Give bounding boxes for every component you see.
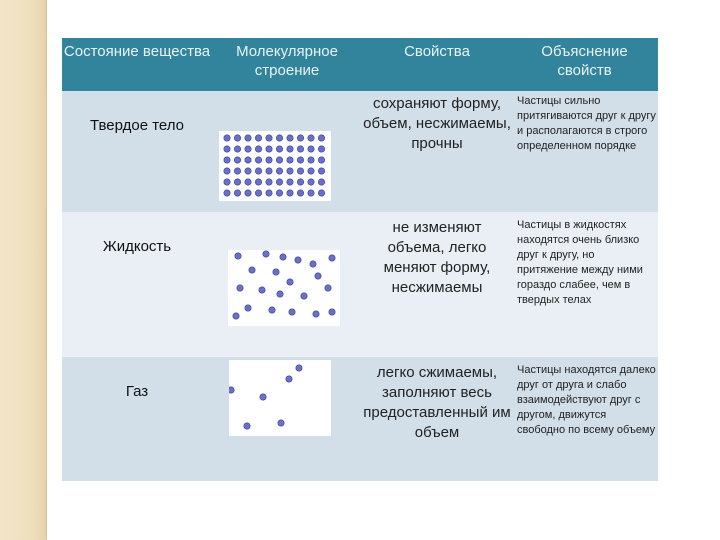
liquid-particle	[277, 291, 283, 297]
liquid-particle	[313, 311, 319, 317]
solid-particle	[234, 135, 240, 141]
solid-particle	[276, 146, 282, 152]
solid-particle	[297, 190, 303, 196]
liquid-particle	[295, 257, 301, 263]
liquid-particle	[287, 279, 293, 285]
solid-particle	[245, 168, 251, 174]
solid-particle	[255, 157, 261, 163]
header-molecular-structure: Молекулярное строение	[236, 43, 338, 79]
solid-particle	[276, 157, 282, 163]
liquid-particle	[301, 293, 307, 299]
solid-particle	[234, 157, 240, 163]
solid-particle	[255, 135, 261, 141]
gas-particle	[296, 365, 302, 371]
header-explanation: Объяснение свойств	[541, 43, 628, 79]
liquid-particle	[315, 273, 321, 279]
solid-particle	[266, 157, 272, 163]
solid-particle	[224, 190, 230, 196]
header-properties: Свойства	[404, 43, 470, 60]
table-row-liquid	[62, 212, 658, 357]
liquid-particle	[329, 309, 335, 315]
solid-particle	[234, 146, 240, 152]
solid-particle	[234, 168, 240, 174]
solid-particle	[266, 135, 272, 141]
solid-particle	[234, 179, 240, 185]
liquid-particle	[237, 285, 243, 291]
solid-particle	[234, 190, 240, 196]
solid-particle	[308, 157, 314, 163]
solid-particle	[266, 168, 272, 174]
table-row-gas	[62, 357, 658, 481]
liquid-particle	[289, 309, 295, 315]
properties-solid: сохраняют форму, объем, несжимаемы, прочны	[363, 95, 511, 152]
left-decorative-strip	[0, 0, 47, 540]
solid-particle	[308, 168, 314, 174]
properties-gas: легко сжимаемы, заполняют весь предоставленный им объем	[363, 364, 511, 441]
solid-particle	[255, 190, 261, 196]
liquid-particle	[269, 307, 275, 313]
solid-particle	[287, 135, 293, 141]
liquid-particle	[280, 254, 286, 260]
solid-particle	[266, 190, 272, 196]
solid-particles	[224, 135, 325, 196]
solid-particle	[297, 179, 303, 185]
explanation-liquid: Частицы в жидкостях находятся очень близко друг к другу, но притяжение между ними гораздо слабее, чем в твердых телах	[517, 219, 643, 306]
solid-particle	[318, 190, 324, 196]
solid-particle	[245, 146, 251, 152]
solid-particle	[318, 179, 324, 185]
solid-particle	[297, 135, 303, 141]
liquid-particle	[245, 305, 251, 311]
solid-particle	[308, 146, 314, 152]
table-header-row	[62, 38, 658, 91]
solid-particle	[245, 157, 251, 163]
solid-particle	[224, 157, 230, 163]
explanation-gas: Частицы находятся далеко друг от друга и слабо взаимодействуют друг с другом, движутся свободно по всему объему	[517, 364, 656, 436]
solid-particle	[318, 168, 324, 174]
solid-particle	[266, 146, 272, 152]
solid-particle	[308, 190, 314, 196]
solid-particle	[287, 157, 293, 163]
solid-particle	[287, 179, 293, 185]
explanation-solid: Частицы сильно притягиваются друг к другу и располагаются в строго определенном порядке	[517, 95, 656, 152]
state-label-solid: Твердое тело	[89, 117, 185, 134]
solid-particle	[255, 168, 261, 174]
solid-particle	[318, 157, 324, 163]
liquid-particle	[325, 285, 331, 291]
solid-particle	[318, 135, 324, 141]
properties-liquid: не изменяют объема, легко меняют форму, несжимаемы	[383, 219, 491, 296]
solid-particle	[297, 168, 303, 174]
solid-particle	[276, 135, 282, 141]
solid-particle	[318, 146, 324, 152]
solid-particle	[308, 135, 314, 141]
liquid-particle	[273, 269, 279, 275]
liquid-particle	[233, 313, 239, 319]
liquid-particle	[310, 261, 316, 267]
solid-particle	[224, 135, 230, 141]
liquid-molecules-diagram	[228, 250, 340, 326]
liquid-particle	[329, 255, 335, 261]
solid-particle	[287, 168, 293, 174]
solid-molecules-diagram	[219, 131, 331, 201]
liquid-particle	[249, 267, 255, 273]
solid-particle	[255, 179, 261, 185]
gas-particle	[286, 376, 292, 382]
gas-particle	[278, 420, 284, 426]
solid-particle	[224, 146, 230, 152]
solid-particle	[245, 190, 251, 196]
solid-particle	[255, 146, 261, 152]
solid-particle	[224, 179, 230, 185]
liquid-particle	[235, 253, 241, 259]
state-label-liquid: Жидкость	[102, 238, 172, 255]
solid-particle	[276, 179, 282, 185]
gas-molecules-diagram	[229, 360, 331, 436]
gas-particle	[244, 423, 250, 429]
gas-particles	[229, 365, 302, 429]
solid-particle	[287, 190, 293, 196]
solid-particle	[287, 146, 293, 152]
gas-particle	[229, 387, 234, 393]
solid-particle	[245, 179, 251, 185]
solid-particle	[276, 190, 282, 196]
table-row-solid	[62, 91, 658, 212]
solid-particle	[245, 135, 251, 141]
header-state: Состояние вещества	[63, 43, 211, 60]
solid-particle	[297, 146, 303, 152]
liquid-particles	[233, 251, 335, 319]
state-label-gas: Газ	[125, 383, 149, 400]
solid-particle	[224, 168, 230, 174]
gas-particle	[260, 394, 266, 400]
solid-particle	[308, 179, 314, 185]
liquid-particle	[259, 287, 265, 293]
solid-particle	[266, 179, 272, 185]
solid-particle	[276, 168, 282, 174]
liquid-particle	[263, 251, 269, 257]
solid-particle	[297, 157, 303, 163]
